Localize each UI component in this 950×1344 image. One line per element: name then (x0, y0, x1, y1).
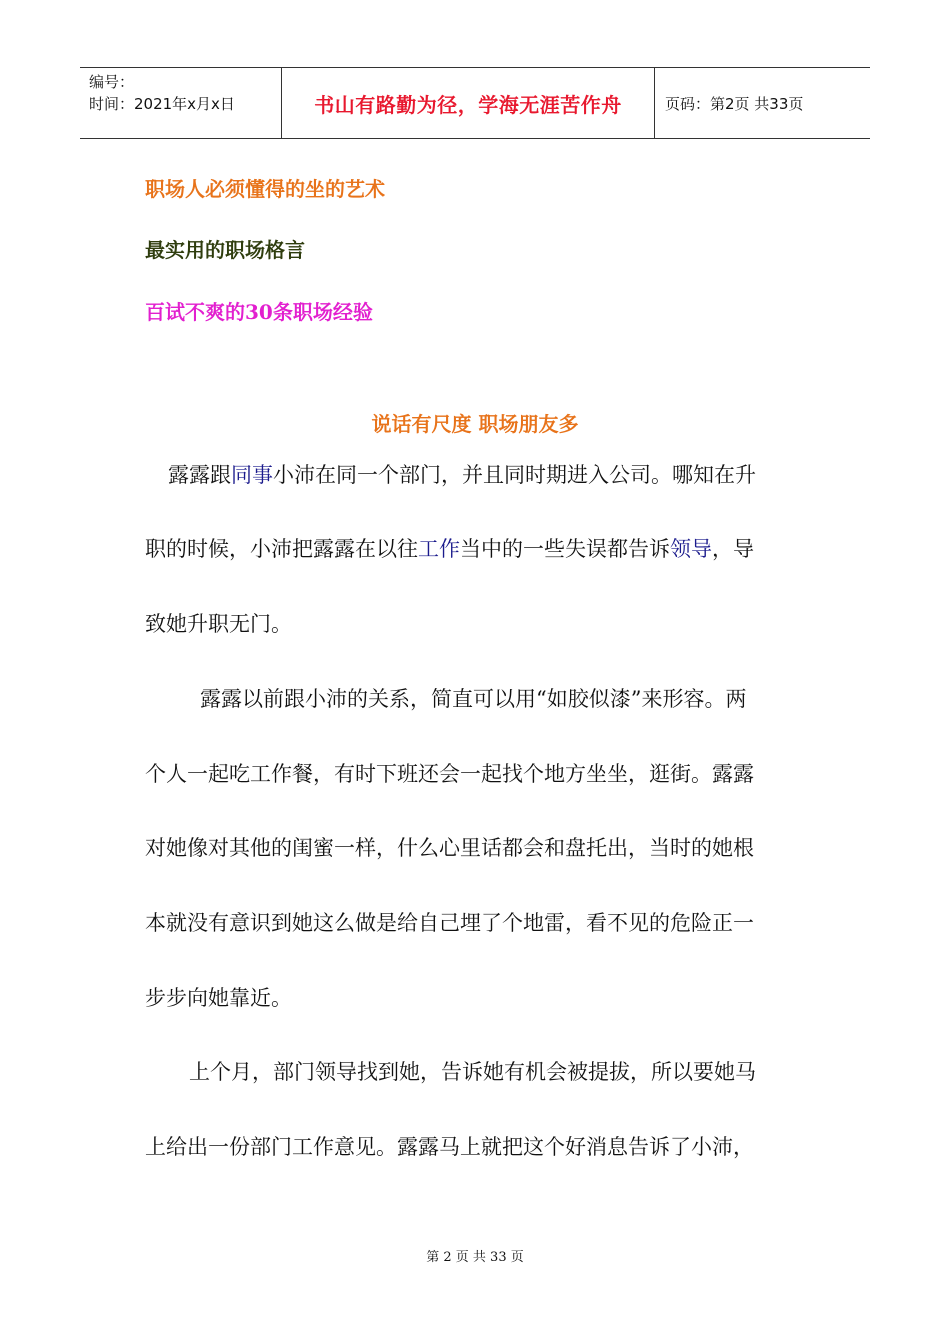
article-line: 步步向她靠近。 (145, 986, 292, 1010)
article-line: 致她升职无门。 (145, 612, 292, 636)
keyword-link[interactable]: 同事 (231, 463, 273, 487)
article-line: 上给出一份部门工作意见。露露马上就把这个好消息告诉了小沛， (145, 1135, 754, 1159)
keyword-link[interactable]: 领导 (670, 537, 712, 561)
header-table (80, 67, 870, 139)
related-link-1[interactable]: 职场人必须懂得的坐的艺术 (145, 177, 385, 201)
text-run: 当中的一些失误都告诉 (460, 537, 670, 561)
article-line: 对她像对其他的闺蜜一样，什么心里话都会和盘托出，当时的她根 (145, 836, 754, 860)
article-line: 本就没有意识到她这么做是给自己埋了个地雷，看不见的危险正一 (145, 911, 754, 935)
article-title: 说话有尺度 职场朋友多 (371, 412, 579, 436)
text-run: 小沛在同一个部门，并且同时期进入公司。哪知在升 (273, 463, 756, 487)
related-link-2[interactable]: 最实用的职场格言 (145, 238, 305, 262)
related-link-3[interactable]: 百试不爽的30条职场经验 (145, 300, 373, 324)
article-line: 上个月，部门领导找到她，告诉她有机会被提拔，所以要她马 (189, 1060, 756, 1084)
header-page-info: 页码：第2页 共33页 (665, 94, 804, 113)
keyword-link[interactable]: 工作 (418, 537, 460, 561)
header-motto: 书山有路勤为径，学海无涯苦作舟 (281, 68, 655, 138)
text-run: ，导 (712, 537, 754, 561)
article-line (145, 533, 754, 563)
article-line: 个人一起吃工作餐，有时下班还会一起找个地方坐坐，逛街。露露 (145, 762, 754, 786)
article-line: 露露以前跟小沛的关系，简直可以用“如胶似漆”来形容。两 (200, 687, 747, 711)
number-label: 编号： (89, 73, 135, 91)
page-footer: 第 2 页 共 33 页 (426, 1250, 524, 1265)
article-line (168, 459, 756, 489)
text-run: 露露跟 (168, 463, 231, 487)
text-run: 职的时候，小沛把露露在以往 (145, 537, 418, 561)
header-meta-cell (80, 68, 281, 138)
date-label: 时间：2021年x月x日 (89, 95, 235, 113)
